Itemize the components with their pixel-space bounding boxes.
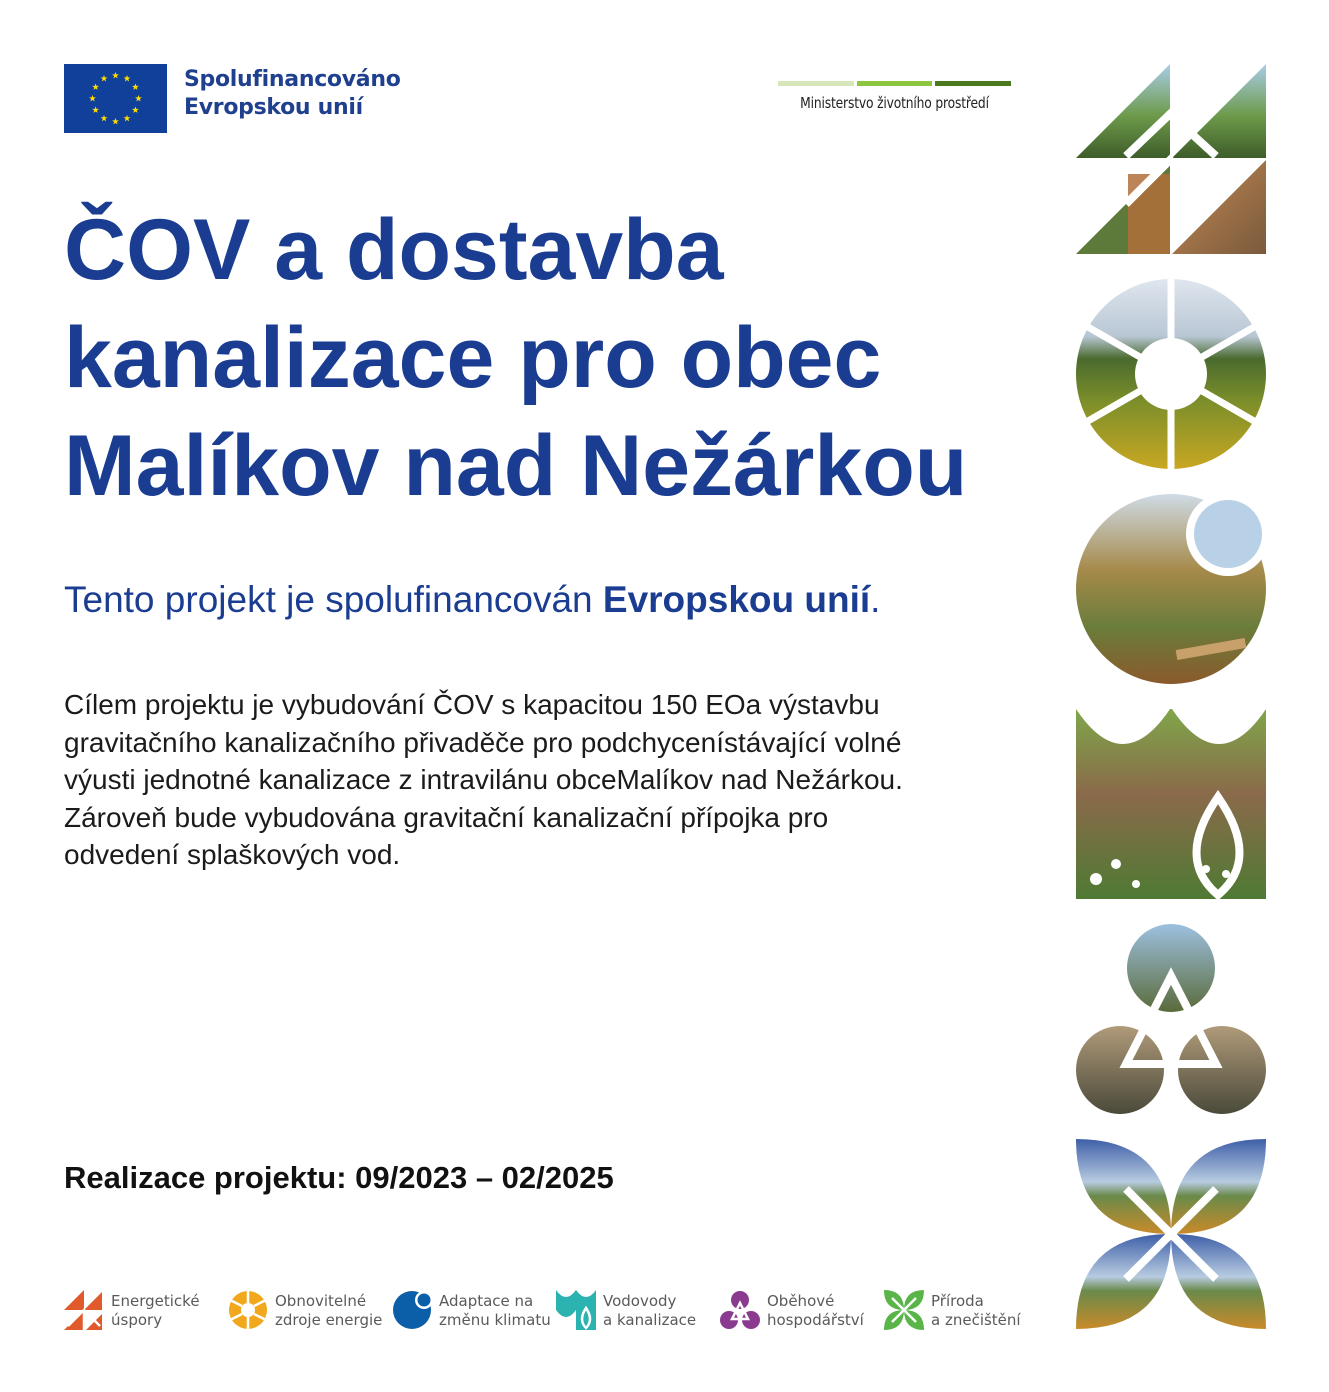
eu-line-2: Evropskou unií xyxy=(184,95,363,120)
legend-label-4b: a kanalizace xyxy=(603,1311,697,1329)
triangles-icon xyxy=(64,1290,104,1330)
renewable-energy-photo-tile xyxy=(1076,279,1266,469)
legend-label-3b: změnu klimatu xyxy=(439,1311,551,1329)
eu-star xyxy=(92,106,99,113)
realization-period: Realizace projektu: 09/2023 – 02/2025 xyxy=(64,1160,614,1195)
legend-label-1b: úspory xyxy=(111,1311,163,1329)
recycle-circles-icon xyxy=(720,1290,760,1330)
legend-label-2b: zdroje energie xyxy=(275,1311,383,1329)
eu-cofinanced-text xyxy=(184,66,401,122)
eu-star xyxy=(124,75,131,82)
ministry-name: Ministerstvo životního prostředí xyxy=(800,94,989,112)
climate-adaptation-photo-tile xyxy=(1076,494,1266,684)
legend-label-5b: hospodářství xyxy=(767,1311,864,1329)
legend-label-6a: Příroda xyxy=(931,1292,984,1310)
title-line-3: Malíkov nad Nežárkou xyxy=(64,418,968,514)
eu-stars-icon xyxy=(64,64,167,133)
eu-star xyxy=(132,106,139,113)
nature-pollution-photo-tile xyxy=(1076,1139,1266,1329)
eu-star xyxy=(101,115,108,122)
eu-star xyxy=(89,95,96,102)
legend-label-5a: Oběhové xyxy=(767,1292,835,1310)
legend-label-2a: Obnovitelné xyxy=(275,1292,367,1310)
subtitle-prefix: Tento projekt je spolufinancován xyxy=(64,579,603,620)
subtitle-suffix: . xyxy=(870,579,881,620)
eu-star xyxy=(112,72,119,79)
leaf-cross-icon xyxy=(884,1290,924,1330)
eu-star xyxy=(112,118,119,125)
eu-star xyxy=(135,95,142,102)
ministry-logo-bars xyxy=(778,81,1011,86)
title-line-1: ČOV a dostavba xyxy=(64,202,724,298)
description-line-5: odvedení splaškových vod. xyxy=(64,839,401,870)
description-line-4: Zároveň bude vybudována gravitační kanalizační přípojka pro xyxy=(64,801,829,833)
sun-icon xyxy=(228,1290,268,1330)
water-drop-icon xyxy=(556,1290,596,1330)
eu-flag-logo xyxy=(64,64,167,133)
energy-savings-photo-tile xyxy=(1076,64,1266,254)
eu-star xyxy=(124,115,131,122)
page-title xyxy=(64,196,1044,520)
ministry-bar-2 xyxy=(857,81,933,86)
subtitle-bold: Evropskou unií xyxy=(602,579,871,620)
legend-label-1a: Energetické xyxy=(111,1292,200,1310)
title-line-2: kanalizace pro obec xyxy=(64,310,882,406)
legend-label-3a: Adaptace na xyxy=(439,1292,534,1310)
water-sewerage-photo-tile xyxy=(1076,709,1266,899)
eu-star xyxy=(101,75,108,82)
description-line-1: Cílem projektu je vybudování ČOV s kapacitou 150 EOa výstavbu xyxy=(64,689,880,720)
ministry-bar-1 xyxy=(778,81,854,86)
program-areas-legend xyxy=(64,1290,1024,1334)
moon-icon xyxy=(392,1290,432,1330)
legend-label-4a: Vodovody xyxy=(603,1292,677,1310)
description-line-2: gravitačního kanalizačního přivaděče pro podchycenístávající volné xyxy=(64,726,902,758)
eu-star xyxy=(132,83,139,90)
ministry-bar-3 xyxy=(935,81,1011,86)
circular-economy-photo-tile xyxy=(1076,924,1266,1114)
project-description xyxy=(64,686,1024,874)
cofinancing-statement xyxy=(64,578,880,622)
eu-line-1: Spolufinancováno xyxy=(184,67,401,92)
description-line-3: výusti jednotné kanalizace z intravilánu obceMalíkov nad Nežárkou. xyxy=(64,764,903,795)
legend-label-6b: a znečištění xyxy=(931,1311,1021,1329)
eu-star xyxy=(92,83,99,90)
